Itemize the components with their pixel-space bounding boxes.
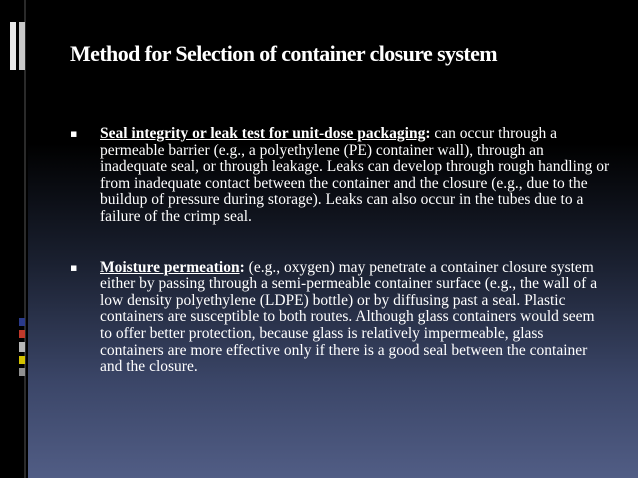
left-decorative-strip — [0, 0, 28, 478]
strip-divider-line — [24, 0, 26, 478]
decor-square-yellow — [19, 356, 25, 364]
bullet-heading-colon: : — [239, 258, 245, 276]
decor-square-red — [19, 330, 25, 338]
square-bullet-icon: ▪ — [70, 260, 78, 274]
bullet-item-seal-integrity — [70, 126, 610, 226]
decor-square-gray-2 — [19, 368, 25, 376]
bullet-heading: Moisture permeation — [100, 258, 240, 276]
bullet-text: (e.g., oxygen) may penetrate a container closure system either by passing through a semi-permeable container surface (e.g., the wall of a low density polyethylene (LDPE) bottle) or by diffusing past a seal. Plastic containers are susceptible to both routes. Although glass containers would seem to offer better protection, because glass is relatively impermeable, glass containers are more effective only if there is a good seal between the container and the closure. — [100, 258, 598, 376]
decor-square-blue — [19, 318, 25, 326]
decor-bar-white-1 — [10, 22, 16, 70]
bullet-item-moisture-permeation — [70, 260, 610, 376]
decor-square-gray — [19, 342, 25, 352]
slide-body — [70, 126, 610, 376]
slide-title: Method for Selection of container closure system — [70, 41, 498, 66]
bullet-text: can occur through a permeable barrier (e.g., a polyethylene (PE) container wall), through an inadequate seal, or through leakage. Leaks can develop through rough handling or from inadequate contact between the container and the closure (e.g., due to the buildup of pressure during storage). Leaks can also occur in the tubes due to a failure of the crimp seal. — [100, 125, 610, 225]
square-bullet-icon: ▪ — [70, 127, 78, 140]
bullet-heading: Seal integrity or leak test for unit-dose packaging — [100, 125, 426, 142]
bullet-heading-colon: : — [425, 125, 431, 142]
decor-bar-white-2 — [19, 22, 25, 70]
